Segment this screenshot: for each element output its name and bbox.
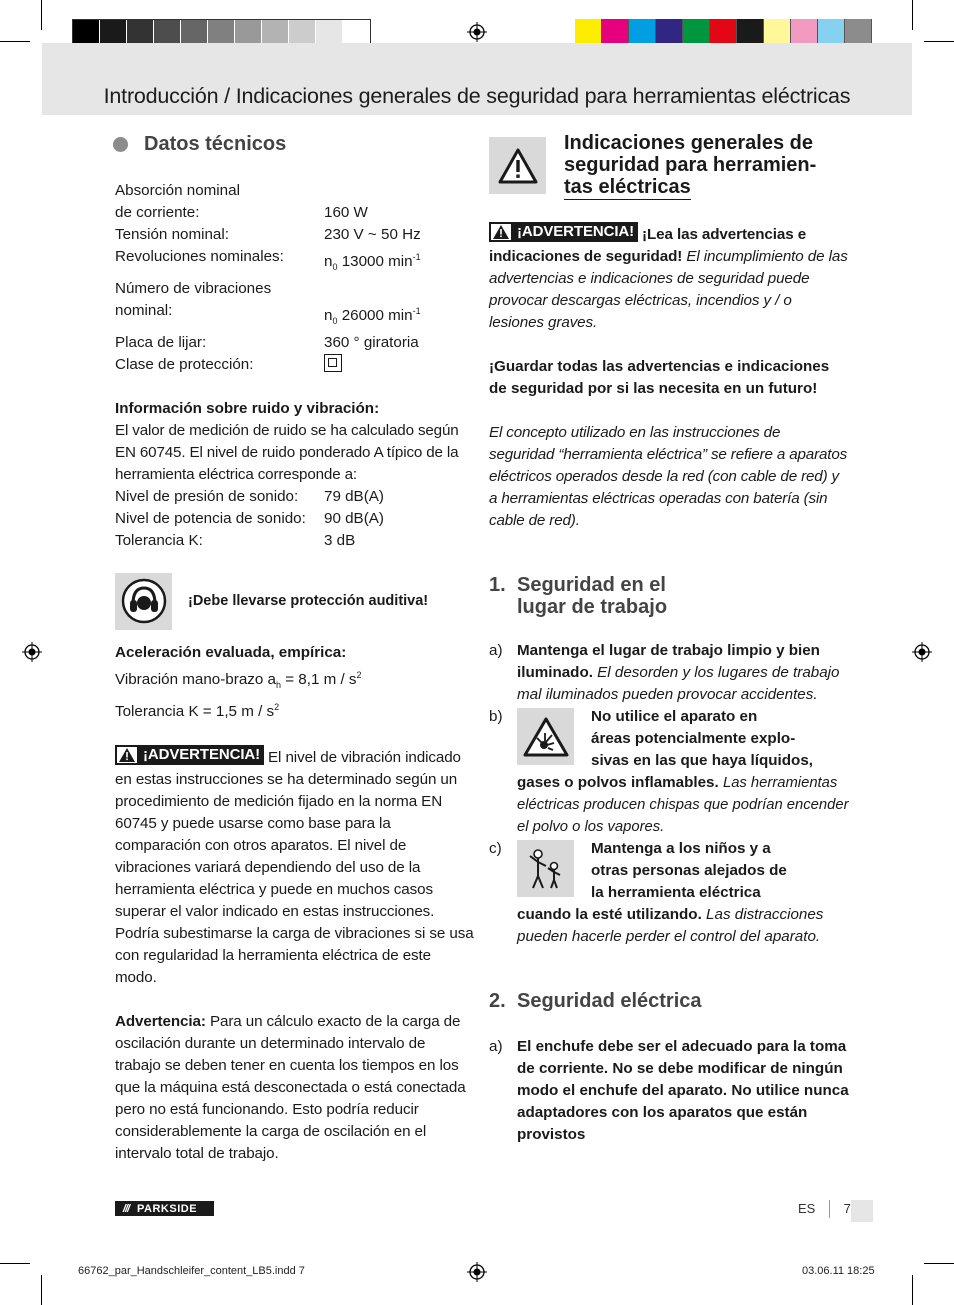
spec-list bbox=[115, 180, 475, 376]
explosion-hazard-icon bbox=[517, 708, 574, 765]
spec-key: de corriente: bbox=[115, 204, 200, 221]
safety-heading bbox=[564, 132, 816, 198]
warning-label: ¡ADVERTENCIA! bbox=[143, 746, 261, 764]
noise-row bbox=[115, 486, 475, 508]
noise-text: El valor de medición de ruido se ha calculado según EN 60745. El nivel de ruido ponderado A típico de la herramienta eléctrica corresponde a: bbox=[115, 422, 459, 484]
item-1a: a) Mantenga el lugar de trabajo limpio y bien iluminado. El desorden y los lugares de trabajo mal iluminados pueden provocar accidentes. bbox=[489, 642, 840, 703]
concept-text: El concepto utilizado en las instrucciones de seguridad “herramienta eléctrica” se refiere a aparatos eléctricos operados desde la red (con cable de red) y a herramientas eléctricas operadas con batería (sin cable de red). bbox=[489, 424, 848, 529]
warning-label: ¡ADVERTENCIA! bbox=[517, 223, 635, 240]
page-num: 7 bbox=[843, 1201, 851, 1216]
spec-value: 90 dB(A) bbox=[324, 510, 384, 528]
vibration-warning bbox=[115, 745, 475, 989]
brand-name: PARKSIDE bbox=[137, 1202, 198, 1215]
left-column bbox=[115, 132, 475, 1165]
datos-heading: Datos técnicos bbox=[144, 133, 287, 155]
right-column bbox=[489, 132, 849, 1146]
safety-heading-row bbox=[489, 132, 849, 198]
item-1c: c) Mantenga a los niños y a otras personas alejados de la herramienta eléctrica cuando la esté utilizando. Las distracciones pueden hacerle perder el control del aparato. bbox=[489, 840, 824, 945]
heading-line: tas eléctricas bbox=[564, 176, 691, 198]
protection-class-ii-icon bbox=[324, 354, 342, 372]
registration-mark-icon bbox=[467, 22, 487, 42]
spec-key: Nivel de presión de sonido: bbox=[115, 488, 299, 506]
advertencia-text: Para un cálculo exacto de la carga de oscilación durante un determinado intervalo de trabajo se deben tener en cuenta los tiempos en los que la máquina está desconectada o está conectada pero no está funcionando. Esto podría reducir considerablemente la carga de oscilación en el intervalo total de trabajo. bbox=[115, 1013, 466, 1163]
spec-key: Revoluciones nominales: bbox=[115, 248, 284, 265]
slug-file: 66762_par_Handschleifer_content_LB5.indd 7 bbox=[78, 1265, 305, 1277]
advertencia-note bbox=[115, 1011, 475, 1165]
crop-mark bbox=[41, 1275, 42, 1305]
parkside-logo: /// PARKSIDE bbox=[115, 1201, 214, 1216]
spec-value: 360 ° giratoria bbox=[324, 334, 419, 352]
vibration-warning-text: El nivel de vibración indicado en estas instrucciones se ha determinado según un procedimiento de medición fijado en la norma EN 60745 y puede usarse como base para la comparación con otros aparatos. El nivel de vibraciones variará dependiendo del uso de la herramienta eléctrica y puede en muchos casos superar el valor indicado en estas instrucciones. Podría subestimarse la carga de vibraciones si se usa con regularidad la herramienta eléctrica de este modo. bbox=[115, 749, 474, 987]
advertencia-label: Advertencia: bbox=[115, 1013, 206, 1031]
slug-date: 03.06.11 18:25 bbox=[802, 1265, 875, 1277]
warn-bold-text: ¡Lea las advertencias e indicaciones de seguridad! bbox=[489, 226, 807, 265]
crop-mark bbox=[912, 0, 913, 30]
spec-value: 230 V ~ 50 Hz bbox=[324, 226, 421, 243]
spec-value: $n_0$ 13000 $\min^{-1}$ bbox=[324, 252, 421, 273]
spec-row bbox=[115, 300, 475, 332]
item-1b: b) No utilice el aparato en áreas potencialmente explo- sivas en las que haya líquidos, gases o polvos inflamables. Las herramientas eléctricas producen chispas que podrían encender el polvo o los vapores. bbox=[489, 708, 849, 835]
spec-row bbox=[115, 224, 475, 246]
spec-value bbox=[324, 180, 475, 202]
registration-mark-icon bbox=[467, 1262, 487, 1282]
warning-sign-icon bbox=[489, 137, 546, 194]
spec-key: Clase de protección: bbox=[115, 356, 254, 374]
page-number bbox=[798, 1200, 851, 1218]
accel-line-1: Vibración mano-brazo $a_h = 8,1$ m / $s^2$ bbox=[115, 670, 362, 691]
warning-badge bbox=[489, 222, 638, 242]
spec-key: Placa de lijar: bbox=[115, 334, 207, 352]
crop-mark bbox=[924, 1263, 954, 1264]
warning-triangle-icon bbox=[115, 745, 139, 765]
bullet-icon bbox=[113, 137, 128, 152]
spec-value bbox=[324, 278, 475, 300]
registration-mark-icon bbox=[22, 642, 42, 662]
section-2-heading: 2. Seguridad eléctrica bbox=[489, 990, 702, 1012]
crop-mark bbox=[0, 41, 30, 42]
spec-value: 3 dB bbox=[324, 532, 356, 550]
spec-key: Nivel de potencia de sonido: bbox=[115, 510, 306, 528]
spec-row bbox=[115, 202, 475, 224]
page-title: Introducción / Indicaciones generales de seguridad para herramientas eléctricas bbox=[103, 84, 851, 108]
spec-key: Tolerancia K: bbox=[115, 532, 203, 550]
datos-heading-row bbox=[115, 132, 475, 158]
spec-key: Absorción nominal bbox=[115, 182, 240, 199]
spec-row bbox=[115, 354, 475, 376]
footer-tab bbox=[851, 1200, 873, 1222]
noise-row bbox=[115, 530, 475, 552]
spec-value bbox=[324, 354, 475, 376]
spec-value: $n_0$ 26000 $\min^{-1}$ bbox=[324, 306, 421, 327]
crop-mark bbox=[912, 1275, 913, 1305]
spec-key: Número de vibraciones bbox=[115, 280, 272, 298]
warning-badge bbox=[115, 745, 264, 765]
heading-line: Indicaciones generales de bbox=[564, 132, 813, 154]
crop-mark bbox=[41, 0, 42, 30]
crop-mark bbox=[0, 1263, 30, 1264]
noise-row bbox=[115, 508, 475, 530]
spec-value: 160 W bbox=[324, 204, 368, 221]
keep-children-away-icon bbox=[517, 840, 574, 897]
spec-value: 79 dB(A) bbox=[324, 488, 384, 506]
spec-key: Tensión nominal: bbox=[115, 226, 229, 243]
section-1-heading: 1. Seguridad en el lugar de trabajo bbox=[489, 574, 668, 618]
warn-italic-text: El incumplimiento de las advertencias e indicaciones de seguridad puede provocar descargas eléctricas, incendios y / o lesiones graves. bbox=[489, 248, 848, 331]
accel-line-2: Tolerancia K = 1,5 m / $s^2$ bbox=[115, 702, 280, 721]
warning-triangle-icon bbox=[489, 222, 513, 242]
read-warnings bbox=[489, 222, 849, 334]
spec-row bbox=[115, 332, 475, 354]
language-code: ES bbox=[798, 1201, 816, 1216]
spec-key: nominal: bbox=[115, 302, 173, 320]
spec-row bbox=[115, 278, 475, 300]
ear-protection-icon bbox=[115, 573, 172, 630]
heading-line: seguridad para herramien- bbox=[564, 154, 817, 176]
accel-heading: Aceleración evaluada, empírica: bbox=[115, 644, 347, 662]
registration-mark-icon bbox=[912, 642, 932, 662]
ear-protection-row bbox=[115, 572, 475, 630]
crop-mark bbox=[924, 41, 954, 42]
keep-warnings: ¡Guardar todas las advertencias e indicaciones de seguridad por si las necesita en un futuro! bbox=[489, 358, 830, 397]
spec-row bbox=[115, 246, 475, 278]
spec-row bbox=[115, 180, 475, 202]
ear-protection-text: ¡Debe llevarse protección auditiva! bbox=[188, 593, 429, 610]
noise-heading: Información sobre ruido y vibración: bbox=[115, 400, 380, 418]
item-2a: a) El enchufe debe ser el adecuado para la toma de corriente. No se debe modificar de ningún modo el enchufe del aparato. No utilice nunca adaptadores con los aparatos que están provistos bbox=[489, 1038, 849, 1143]
